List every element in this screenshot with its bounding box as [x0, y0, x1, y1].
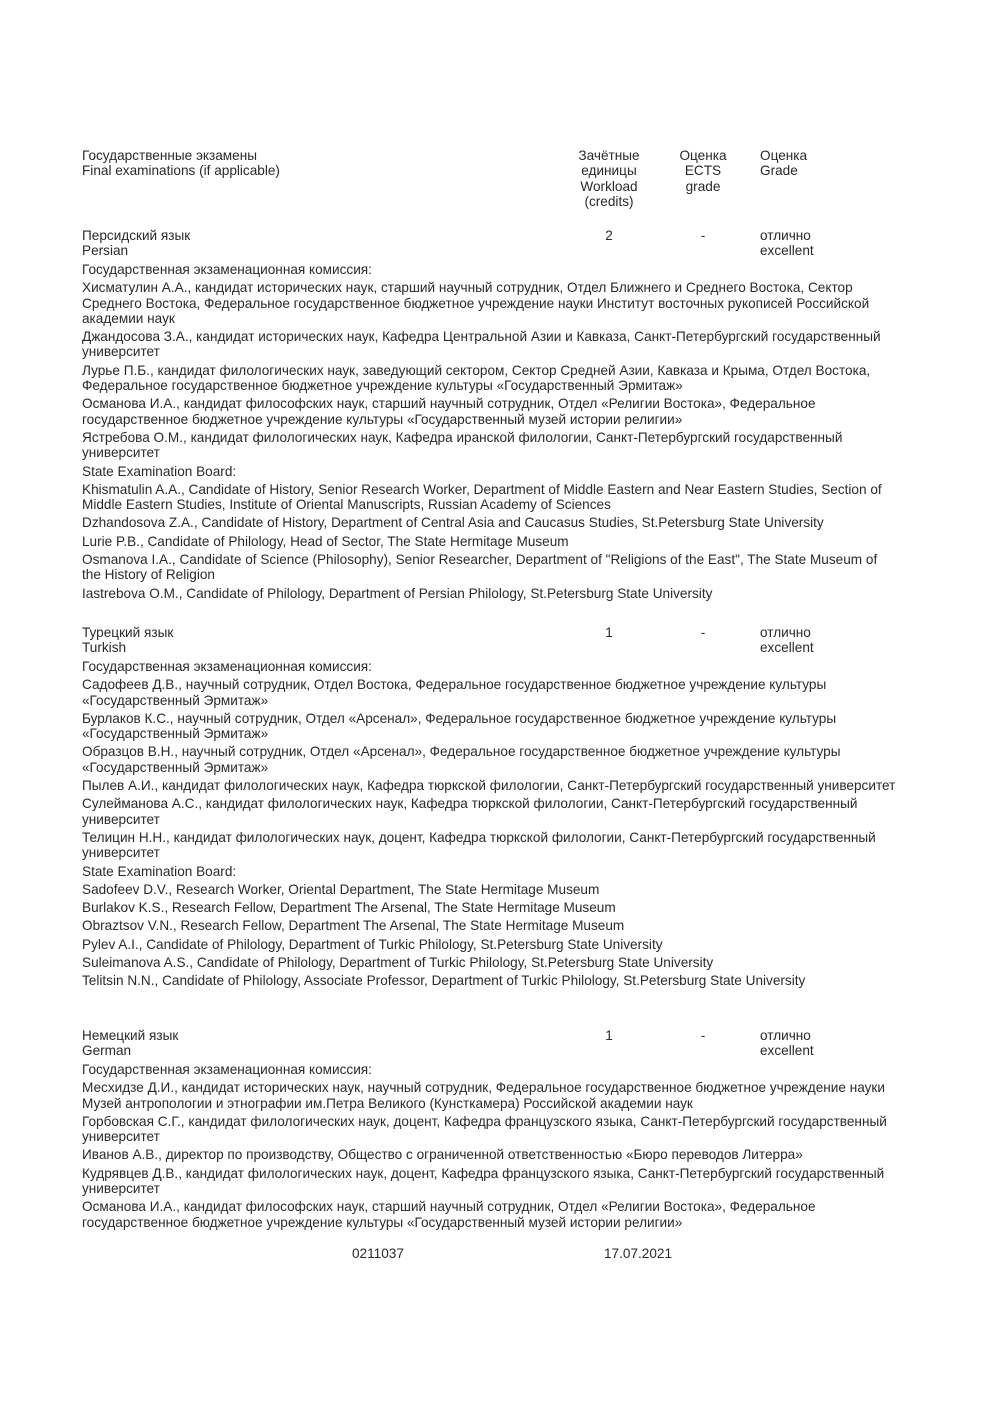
board-title-en: State Examination Board: [82, 463, 237, 479]
grade-label: Grade [760, 163, 798, 179]
exam-name-ru: Турецкий язык [82, 625, 174, 640]
exam-name-en: German [82, 1043, 132, 1059]
document-date: 17.07.2021 [604, 1246, 673, 1261]
workload-column-header [568, 148, 650, 209]
board-title-ru: Государственная экзаменационная комиссия: [82, 262, 372, 277]
exam-grade [760, 1028, 850, 1059]
examination-board-ru [82, 262, 897, 461]
grade-column-header [760, 148, 840, 179]
board-member: Иванов А.В., директор по производству, Общество с ограниченной ответственностью «Бюро переводов Литерра» [82, 1147, 803, 1163]
exam-grade-en: excellent [760, 640, 814, 656]
exam-german [0, 1028, 999, 1233]
exam-credits: 2 [605, 228, 613, 243]
exam-turkish [0, 625, 999, 992]
board-member: Khismatulin A.A., Candidate of History, Senior Research Worker, Department of Middle Eastern and Near Eastern Studies, Section of Middle Eastern Studies, Institute of Oriental Manuscripts, Russian Academy of Sciences [82, 481, 882, 513]
exam-persian [0, 228, 999, 604]
final-exams-header [0, 148, 999, 218]
workload-label: (credits) [584, 193, 634, 209]
board-title-en: State Examination Board: [82, 863, 237, 879]
exam-name [82, 1028, 532, 1059]
board-member: Лурье П.Б., кандидат филологических наук, заведующий сектором, Сектор Средней Азии, Кавказа и Крыма, Отдел Востока, Федеральное государственное бюджетное учреждение культуры «Государственный Эрмитаж» [82, 362, 871, 394]
exam-ects-grade: - [700, 625, 706, 640]
board-member: Obraztsov V.N., Research Fellow, Department The Arsenal, The State Hermitage Museum [82, 918, 625, 934]
exam-name-ru: Персидский язык [82, 228, 191, 243]
board-member: Pylev A.I., Candidate of Philology, Department of Turkic Philology, St.Petersburg State University [82, 936, 663, 952]
exam-credits: 1 [605, 625, 613, 640]
examination-board-en [82, 464, 897, 601]
board-member: Месхидзе Д.И., кандидат исторических наук, научный сотрудник, Федеральное государственное бюджетное учреждение науки Музей антропологии и этнографии им.Петра Великого (Кунсткамера) Российской академии наук [82, 1080, 885, 1111]
exam-name-ru: Немецкий язык [82, 1028, 179, 1043]
grade-label: Оценка [760, 148, 808, 163]
board-member: Osmanova I.A., Candidate of Science (Philosophy), Senior Researcher, Department of "Religions of the East", The State Museum of the History of Religion [82, 552, 878, 583]
board-member: Бурлаков К.С., научный сотрудник, Отдел «Арсенал», Федеральное государственное бюджетное учреждение культуры «Государственный Эрмитаж» [82, 710, 837, 742]
board-member: Горбовская С.Г., кандидат филологических наук, доцент, Кафедра французского языка, Санкт-Петербургский государственный университет [82, 1113, 887, 1145]
board-member: Телицин Н.Н., кандидат филологических наук, доцент, Кафедра тюркской филологии, Санкт-Петербургский государственный университет [82, 829, 876, 861]
workload-label: Зачётные [578, 148, 640, 163]
board-member: Османова И.А., кандидат философских наук, старший научный сотрудник, Отдел «Религии Востока», Федеральное государственное бюджетное учреждение культуры «Государственный музей истории религии» [82, 1199, 816, 1230]
board-member: Кудрявцев Д.В., кандидат филологических наук, доцент, Кафедра французского языка, Санкт-Петербургский государственный университет [82, 1165, 885, 1197]
exam-row [0, 625, 999, 657]
board-member: Хисматулин А.А., кандидат исторических наук, старший научный сотрудник, Отдел Ближнего и Среднего Востока, Сектор Среднего Востока, Федеральное государственное бюджетное учреждение науки Институт восточных рукописей Российской академии наук [82, 280, 870, 326]
exam-grade-en: excellent [760, 243, 814, 259]
board-member: Iastrebova O.M., Candidate of Philology, Department of Persian Philology, St.Petersburg State University [82, 585, 713, 601]
board-member: Burlakov K.S., Research Fellow, Department The Arsenal, The State Hermitage Museum [82, 900, 616, 916]
exam-name [82, 625, 532, 656]
section-title-en: Final examinations (if applicable) [82, 163, 280, 179]
board-title-ru: Государственная экзаменационная комиссия: [82, 659, 372, 674]
exam-row [0, 1028, 999, 1060]
ects-column-header [668, 148, 738, 194]
exam-grade-ru: отлично [760, 625, 811, 640]
exam-row [0, 228, 999, 260]
exam-grade [760, 625, 850, 656]
exam-name-en: Persian [82, 243, 129, 259]
ects-label: grade [685, 178, 721, 194]
board-member: Dzhandosova Z.A., Candidate of History, Department of Central Asia and Caucasus Studies, St.Petersburg State University [82, 515, 824, 531]
board-member: Ястребова О.М., кандидат филологических наук, Кафедра иранской филологии, Санкт-Петербургский государственный университет [82, 429, 843, 461]
board-member: Lurie P.B., Candidate of Philology, Head of Sector, The State Hermitage Museum [82, 533, 569, 549]
exam-ects-grade: - [700, 228, 706, 243]
exam-name [82, 228, 532, 259]
examination-board-ru [82, 659, 897, 861]
exam-grade-ru: отлично [760, 228, 811, 243]
workload-label: единицы [581, 163, 637, 179]
board-member: Sadofeev D.V., Research Worker, Oriental Department, The State Hermitage Museum [82, 881, 600, 897]
board-member: Telitsin N.N., Candidate of Philology, Associate Professor, Department of Turkic Philology, St.Petersburg State University [82, 973, 806, 989]
exam-grade [760, 228, 850, 259]
exam-credits: 1 [605, 1028, 613, 1043]
exam-name-en: Turkish [82, 640, 127, 656]
board-member: Сулейманова А.С., кандидат филологических наук, Кафедра тюркской филологии, Санкт-Петербургский государственный университет [82, 796, 858, 827]
section-title-ru: Государственные экзамены [82, 148, 257, 163]
examination-board-en [82, 864, 897, 989]
board-title-ru: Государственная экзаменационная комиссия: [82, 1062, 372, 1077]
exam-ects-grade: - [700, 1028, 706, 1043]
examination-board-ru [82, 1062, 897, 1230]
workload-label: Workload [580, 178, 638, 194]
document-code: 0211037 [352, 1246, 404, 1261]
ects-label: Оценка [679, 148, 727, 163]
board-member: Джандосова З.А., кандидат исторических наук, Кафедра Центральной Азии и Кавказа, Санкт-Петербургский государственный университет [82, 329, 881, 360]
board-member: Османова И.А., кандидат философских наук, старший научный сотрудник, Отдел «Религии Востока», Федеральное государственное бюджетное учреждение культуры «Государственный музей истории религии» [82, 396, 816, 427]
board-member: Пылев А.И., кандидат филологических наук, Кафедра тюркской филологии, Санкт-Петербургский государственный университет [82, 778, 896, 794]
board-member: Образцов В.Н., научный сотрудник, Отдел «Арсенал», Федеральное государственное бюджетное учреждение культуры «Государственный Эрмитаж» [82, 744, 841, 775]
board-member: Садофеев Д.В., научный сотрудник, Отдел Востока, Федеральное государственное бюджетное учреждение культуры «Государственный Эрмитаж» [82, 677, 827, 708]
exam-grade-ru: отлично [760, 1028, 811, 1043]
board-member: Suleimanova A.S., Candidate of Philology, Department of Turkic Philology, St.Petersburg State University [82, 955, 714, 971]
ects-label: ECTS [684, 163, 722, 179]
exam-grade-en: excellent [760, 1043, 814, 1059]
section-title [82, 148, 542, 179]
